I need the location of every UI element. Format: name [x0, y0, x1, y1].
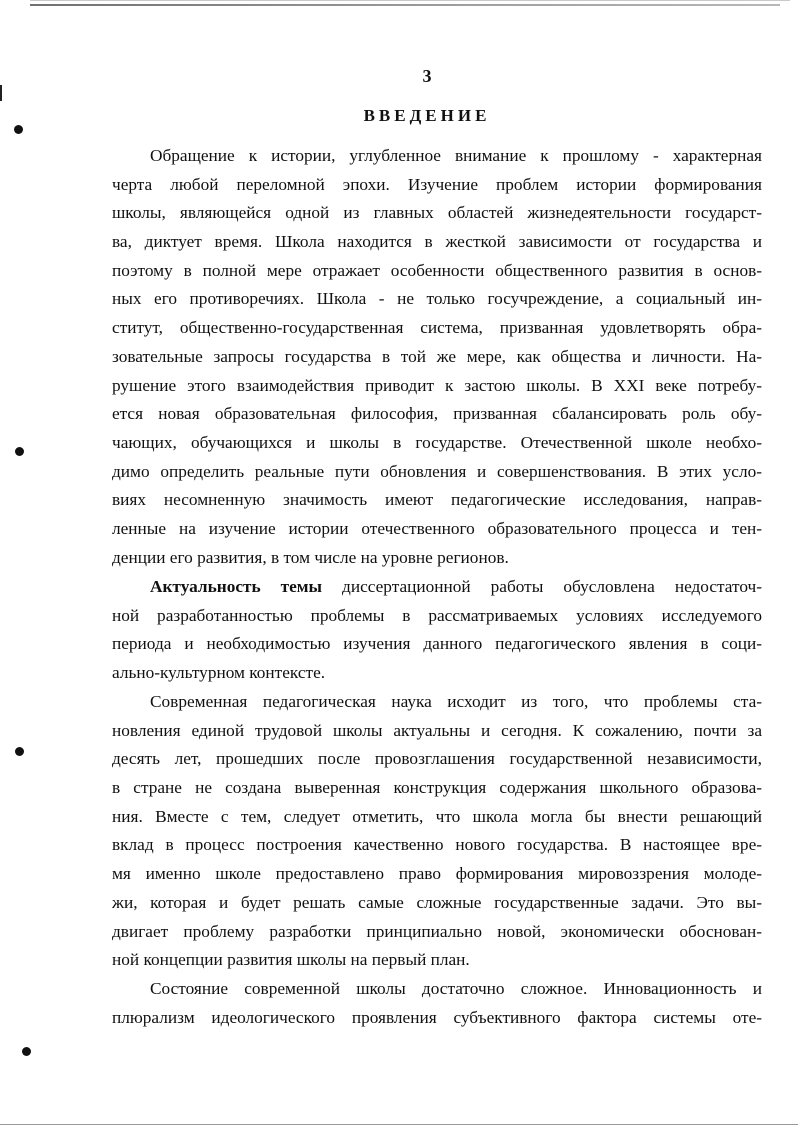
paragraph-modern-pedagogy	[112, 688, 762, 975]
scan-edge-bottom	[0, 1124, 798, 1125]
text-line: чающих, обучающихся и школы в государстве. Отечественной школе необхо-	[112, 432, 762, 452]
text-line: димо определить реальные пути обновления и совершенствования. В этих усло-	[112, 461, 762, 481]
text-line: денции его развития, в том числе на уровне регионов.	[112, 547, 509, 567]
text-line: десять лет, прошедших после провозглашения государственной независимости,	[112, 749, 762, 769]
text-line: периода и необходимостью изучения данного педагогического явления в соци-	[112, 634, 762, 654]
text-line-rest: диссертационной работы обусловлена недостаточ-	[322, 577, 762, 596]
page-heading: ВВЕДЕНИЕ	[363, 106, 491, 125]
relevance-lead-term: Актуальность темы	[150, 577, 323, 596]
text-line: Современная педагогическая наука исходит из того, что проблемы ста-	[150, 692, 762, 711]
binding-hole-mark	[15, 747, 24, 756]
text-line: ленные на изучение истории отечественного образовательного процесса и тен-	[112, 518, 762, 538]
scan-edge-top-thin	[30, 0, 790, 1]
text-line: ния. Вместе с тем, следует отметить, что школа могла бы внести решающий	[112, 806, 762, 826]
text-line: ально-культурном контексте.	[112, 663, 326, 683]
text-line-with-lead	[112, 573, 762, 602]
binding-hole-mark	[22, 1047, 31, 1056]
text-line: жи, которая и будет решать самые сложные государственные задачи. Это вы-	[112, 892, 762, 912]
text-line: ститут, общественно-государственная система, призванная удовлетворять обра-	[112, 318, 762, 338]
binding-hole-mark	[15, 447, 24, 456]
text-line: зовательные запросы государства в той же мере, как общества и личности. На-	[112, 346, 762, 366]
text-line: ной разработанностью проблемы в рассматриваемых условиях исследуемого	[112, 605, 762, 625]
text-line: ной концепции развития школы на первый план.	[112, 950, 470, 970]
text-line: плюрализм идеологического проявления субъективного фактора системы оте-	[112, 1007, 762, 1027]
text-line: Обращение к истории, углубленное внимание к прошлому - характерная	[150, 146, 762, 165]
binding-hole-mark	[14, 125, 23, 134]
scan-edge-top	[30, 4, 780, 6]
text-line: черта любой переломной эпохи. Изучение проблем истории формирования	[112, 174, 762, 194]
text-line: рушение этого взаимодействия приводит к застою школы. В XXI веке потребу-	[112, 375, 762, 395]
text-line: в стране не создана выверенная конструкция содержания школьного образова-	[112, 778, 762, 798]
text-line: Состояние современной школы достаточно сложное. Инновационность и	[150, 979, 762, 998]
text-line: ва, диктует время. Школа находится в жесткой зависимости от государства и	[112, 232, 762, 252]
paragraph-relevance	[112, 573, 762, 688]
text-line: мя именно школе предоставлено право формирования мировоззрения молоде-	[112, 864, 762, 884]
paragraph-school-state	[112, 975, 762, 1032]
scan-margin-mark	[0, 85, 2, 101]
text-line: школы, являющейся одной из главных областей жизнедеятельности государст-	[112, 203, 762, 223]
text-line: вклад в процесс построения качественно нового государства. В настоящее вре-	[112, 835, 762, 855]
page-number: 3	[422, 66, 432, 86]
text-line: виях несомненную значимость имеют педагогические исследования, направ-	[112, 490, 762, 510]
text-line: двигает проблему разработки принципиально новой, экономически обоснован-	[112, 921, 762, 941]
paragraph-introduction	[112, 142, 762, 572]
text-line: новления единой трудовой школы актуальны и сегодня. К сожалению, почти за	[112, 720, 762, 740]
text-line: ных его противоречиях. Школа - не только госучреждение, а социальный ин-	[112, 289, 762, 309]
text-line: поэтому в полной мере отражает особенности общественного развития в основ-	[112, 260, 762, 280]
text-line: ется новая образовательная философия, призванная сбалансировать роль обу-	[112, 404, 762, 424]
